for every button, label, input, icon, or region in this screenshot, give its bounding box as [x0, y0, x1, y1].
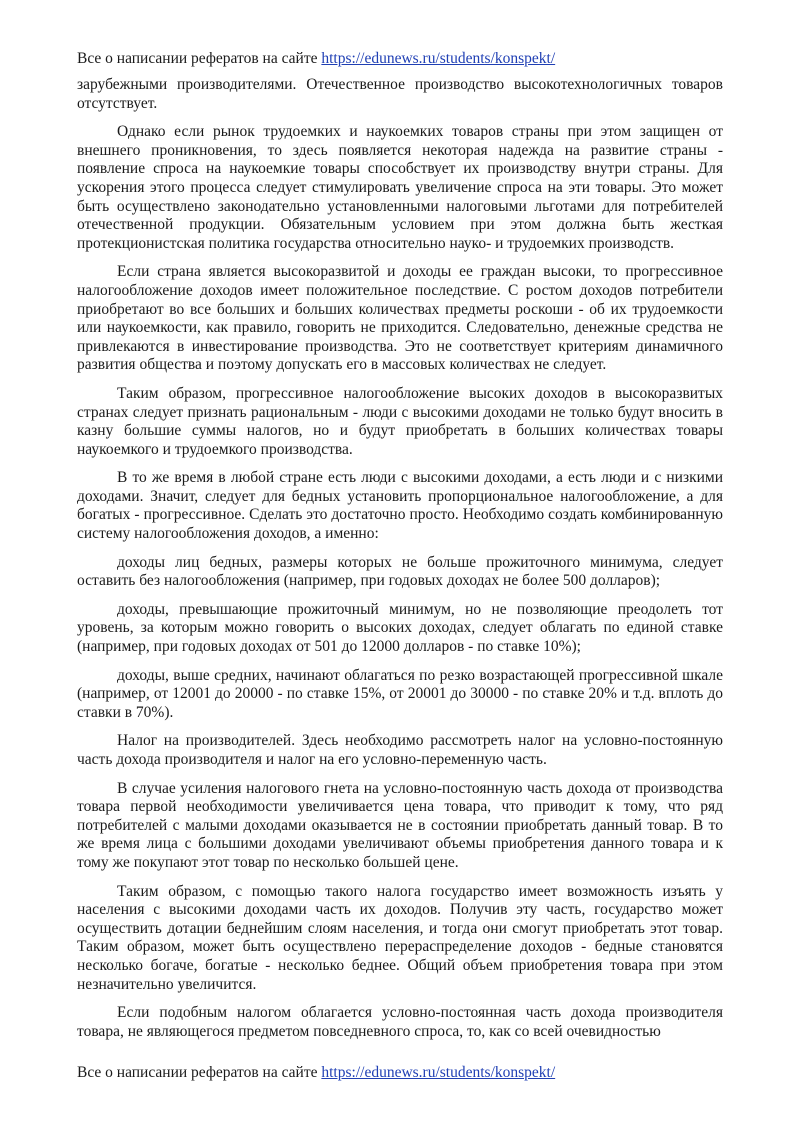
list-paragraph: доходы, выше средних, начинают облагаться по резко возрастающей прогрессивной шкале (например, от 12001 до 20000 - по ставке 15%, от 20001 до 30000 - по ставке 20% и т.д. вплоть до ставки в 70%). — [77, 666, 723, 721]
paragraph: В то же время в любой стране есть люди с высокими доходами, а есть люди и с низкими доходами. Значит, следует для бедных установить пропорциональное налогообложение, а для богатых - прогрессивное. Сделать это достаточно просто. Необходимо создать комбинированную систему налогообложения доходов, а именно: — [77, 469, 723, 543]
document-body — [77, 76, 723, 1051]
paragraph: Таким образом, прогрессивное налогообложение высоких доходов в высокоразвитых странах следует признать рациональным - люди с высокими доходами не только будут вносить в казну большие суммы налогов, но и будут приобретать в больших количествах товары наукоемкого и трудоемкого производства. — [77, 384, 723, 458]
footer-text: Все о написании рефератов на сайте — [77, 1064, 322, 1081]
list-paragraph: доходы лиц бедных, размеры которых не больше прожиточного минимума, следует оставить без налогообложения (например, при годовых доходах не более 500 долларов); — [77, 553, 723, 590]
header-text: Все о написании рефератов на сайте — [77, 50, 322, 67]
paragraph: зарубежными производителями. Отечественное производство высокотехнологичных товаров отсутствует. — [77, 76, 723, 112]
page-header — [77, 49, 555, 68]
paragraph: Если страна является высокоразвитой и доходы ее граждан высоки, то прогрессивное налогообложение доходов имеет положительное последствие. С ростом доходов потребители приобретают во все больших и больших количествах предметы роскоши - об их трудоемкости или наукоемкости, как правило, говорить не приходится. Следовательно, денежные средства не привлекаются в инвестирование производства. Это не соответствует критериям динамичного развития общества и поэтому допускать его в массовых количествах не следует. — [77, 263, 723, 374]
paragraph: В случае усиления налогового гнета на условно-постоянную часть дохода от производства товара первой необходимости увеличивается цена товара, что приводит к тому, что ряд потребителей с малыми доходами оказывается не в состоянии приобретать данный товар. В то же время лица с большими доходами увеличивают объемы приобретения данного товара и к тому же покупают этот товар по несколько большей цене. — [77, 779, 723, 871]
page-footer — [77, 1063, 555, 1082]
paragraph: Если подобным налогом облагается условно-постоянная часть дохода производителя товара, не являющегося предметом повседневного спроса, то, как со всей очевидностью — [77, 1004, 723, 1040]
paragraph: Однако если рынок трудоемких и наукоемких товаров страны при этом защищен от внешнего проникновения, то здесь появляется некоторая надежда на развитие страны - появление спроса на наукоемкие товары способствует их производству внутри страны. Для ускорения этого процесса следует стимулировать увеличение спроса на эти товары. Это может быть осуществлено законодательно установленными налоговыми льготами для потребителей отечественной продукции. Обязательным условием при этом должна быть жесткая протекционистская политика государства относительно науко- и трудоемких производств. — [77, 123, 723, 252]
paragraph: Таким образом, с помощью такого налога государство имеет возможность изъять у населения с высокими доходами часть их доходов. Получив эту часть, государство может осуществить дотации беднейшим слоям населения, и тогда они смогут приобретать этот товар. Таким образом, может быть осуществлено перераспределение доходов - бедные становятся несколько богаче, богатые - несколько беднее. Общий объем приобретения товара при этом незначительно увеличится. — [77, 882, 723, 993]
paragraph: Налог на производителей. Здесь необходимо рассмотреть налог на условно-постоянную часть дохода производителя и налог на его условно-переменную часть. — [77, 732, 723, 768]
header-link[interactable]: https://edunews.ru/students/konspekt/ — [321, 50, 556, 67]
list-paragraph: доходы, превышающие прожиточный минимум, но не позволяющие преодолеть тот уровень, за которым можно говорить о высоких доходах, следует облагать по единой ставке (например, при годовых доходах от 501 до 12000 долларов - по ставке 10%); — [77, 600, 723, 656]
footer-link[interactable]: https://edunews.ru/students/konspekt/ — [321, 1064, 556, 1081]
